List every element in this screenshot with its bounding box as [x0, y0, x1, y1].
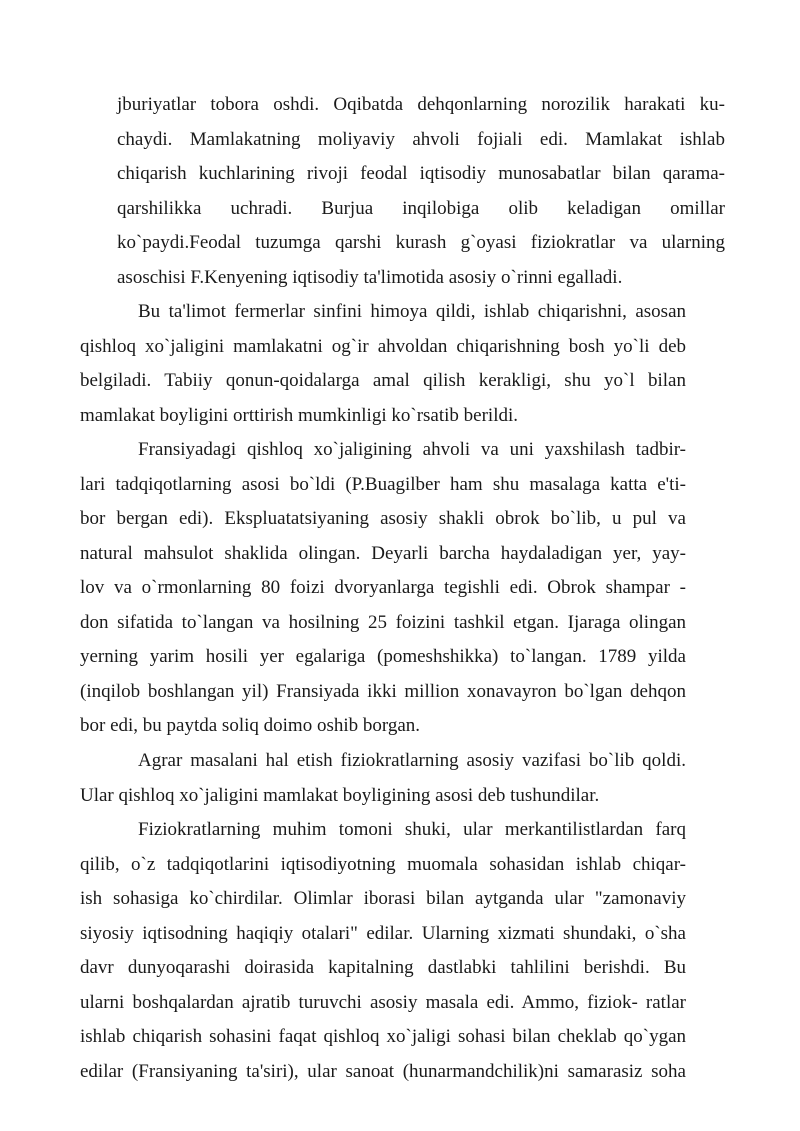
text-line: qarshilikka uchradi. Burjua inqilobiga olib keladigan omillar [117, 197, 725, 219]
text-line: qilib, o`z tadqiqotlarini iqtisodiyotning muomala sohasidan ishlab chiqar- [80, 853, 686, 875]
text-line: edilar (Fransiyaning ta'siri), ular sanoat (hunarmandchilik)ni samarasiz soha [80, 1060, 686, 1082]
text-line: siyosiy iqtisodning haqiqiy otalari" edilar. Ularning xizmati shundaki, o`sha [80, 922, 686, 944]
text-line: asoschisi F.Kenyening iqtisodiy ta'limotida asosiy o`rinni egalladi. [117, 266, 623, 288]
paragraph-2 [80, 295, 686, 433]
text-line: mamlakat boyligini orttirish mumkinligi ko`rsatib berildi. [80, 404, 519, 426]
text-line: jburiyatlar tobora oshdi. Oqibatda dehqonlarning norozilik harakati ku- [117, 94, 725, 115]
text-line: lari tadqiqotlarning asosi bo`ldi (P.Buagilber ham shu masalaga katta e'ti- [80, 473, 686, 495]
text-line: ish sohasiga ko`chirdilar. Olimlar iborasi bilan aytganda ular "zamonaviy [80, 888, 686, 909]
text-line: (inqilob boshlangan yil) Fransiyada ikki million xonavayron bo`lgan dehqon [80, 680, 686, 702]
text-line: don sifatida to`langan va hosilning 25 foizini tashkil etgan. Ijaraga olingan [80, 611, 686, 633]
text-line: qishloq xo`jaligini mamlakatni og`ir ahvoldan chiqarishning bosh yo`li deb [80, 335, 686, 357]
text-line: ishlab chiqarish sohasini faqat qishloq xo`jaligi sohasi bilan cheklab qo`ygan [80, 1026, 686, 1047]
text-line: Ular qishloq xo`jaligini mamlakat boyligining asosi deb tushundilar. [80, 784, 600, 806]
text-line: Fiziokratlarning muhim tomoni shuki, ular merkantilistlardan farq [138, 819, 686, 840]
paragraph-1 [117, 88, 725, 295]
text-line: Agrar masalani hal etish fiziokratlarning asosiy vazifasi bo`lib qoldi. [138, 750, 686, 771]
text-line: lov va o`rmonlarning 80 foizi dvoryanlarga tegishli edi. Obrok shampar - [80, 577, 686, 598]
text-line: natural mahsulot shaklida olingan. Deyarli barcha haydaladigan yer, yay- [80, 542, 686, 564]
paragraph-5 [80, 813, 686, 1089]
text-line: bor bergan edi). Ekspluatatsiyaning asosiy shakli obrok bo`lib, u pul va [80, 508, 686, 529]
text-line: belgiladi. Tabiiy qonun-qoidalarga amal qilish kerakligi, shu yo`l bilan [80, 370, 686, 391]
text-line: yerning yarim hosili yer egalariga (pomeshshikka) to`langan. 1789 yilda [80, 646, 686, 667]
paragraph-4 [80, 744, 686, 813]
text-line: davr dunyoqarashi doirasida kapitalning dastlabki tahlilini berishdi. Bu [80, 957, 686, 978]
paragraph-3 [80, 433, 686, 744]
text-line: bor edi, bu paytda soliq doimo oshib borgan. [80, 715, 421, 736]
text-line: Bu ta'limot fermerlar sinfini himoya qildi, ishlab chiqarishni, asosan [138, 301, 686, 322]
text-line: ko`paydi.Feodal tuzumga qarshi kurash g`oyasi fiziokratlar va ularning [117, 232, 725, 253]
text-line: chaydi. Mamlakatning moliyaviy ahvoli fojiali edi. Mamlakat ishlab [117, 128, 725, 150]
text-line: chiqarish kuchlarining rivoji feodal iqtisodiy munosabatlar bilan qarama- [117, 163, 725, 184]
text-line: Fransiyadagi qishloq xo`jaligining ahvoli va uni yaxshilash tadbir- [138, 439, 686, 460]
text-line: ularni boshqalardan ajratib turuvchi asosiy masala edi. Ammo, fiziok- ratlar [80, 991, 686, 1013]
